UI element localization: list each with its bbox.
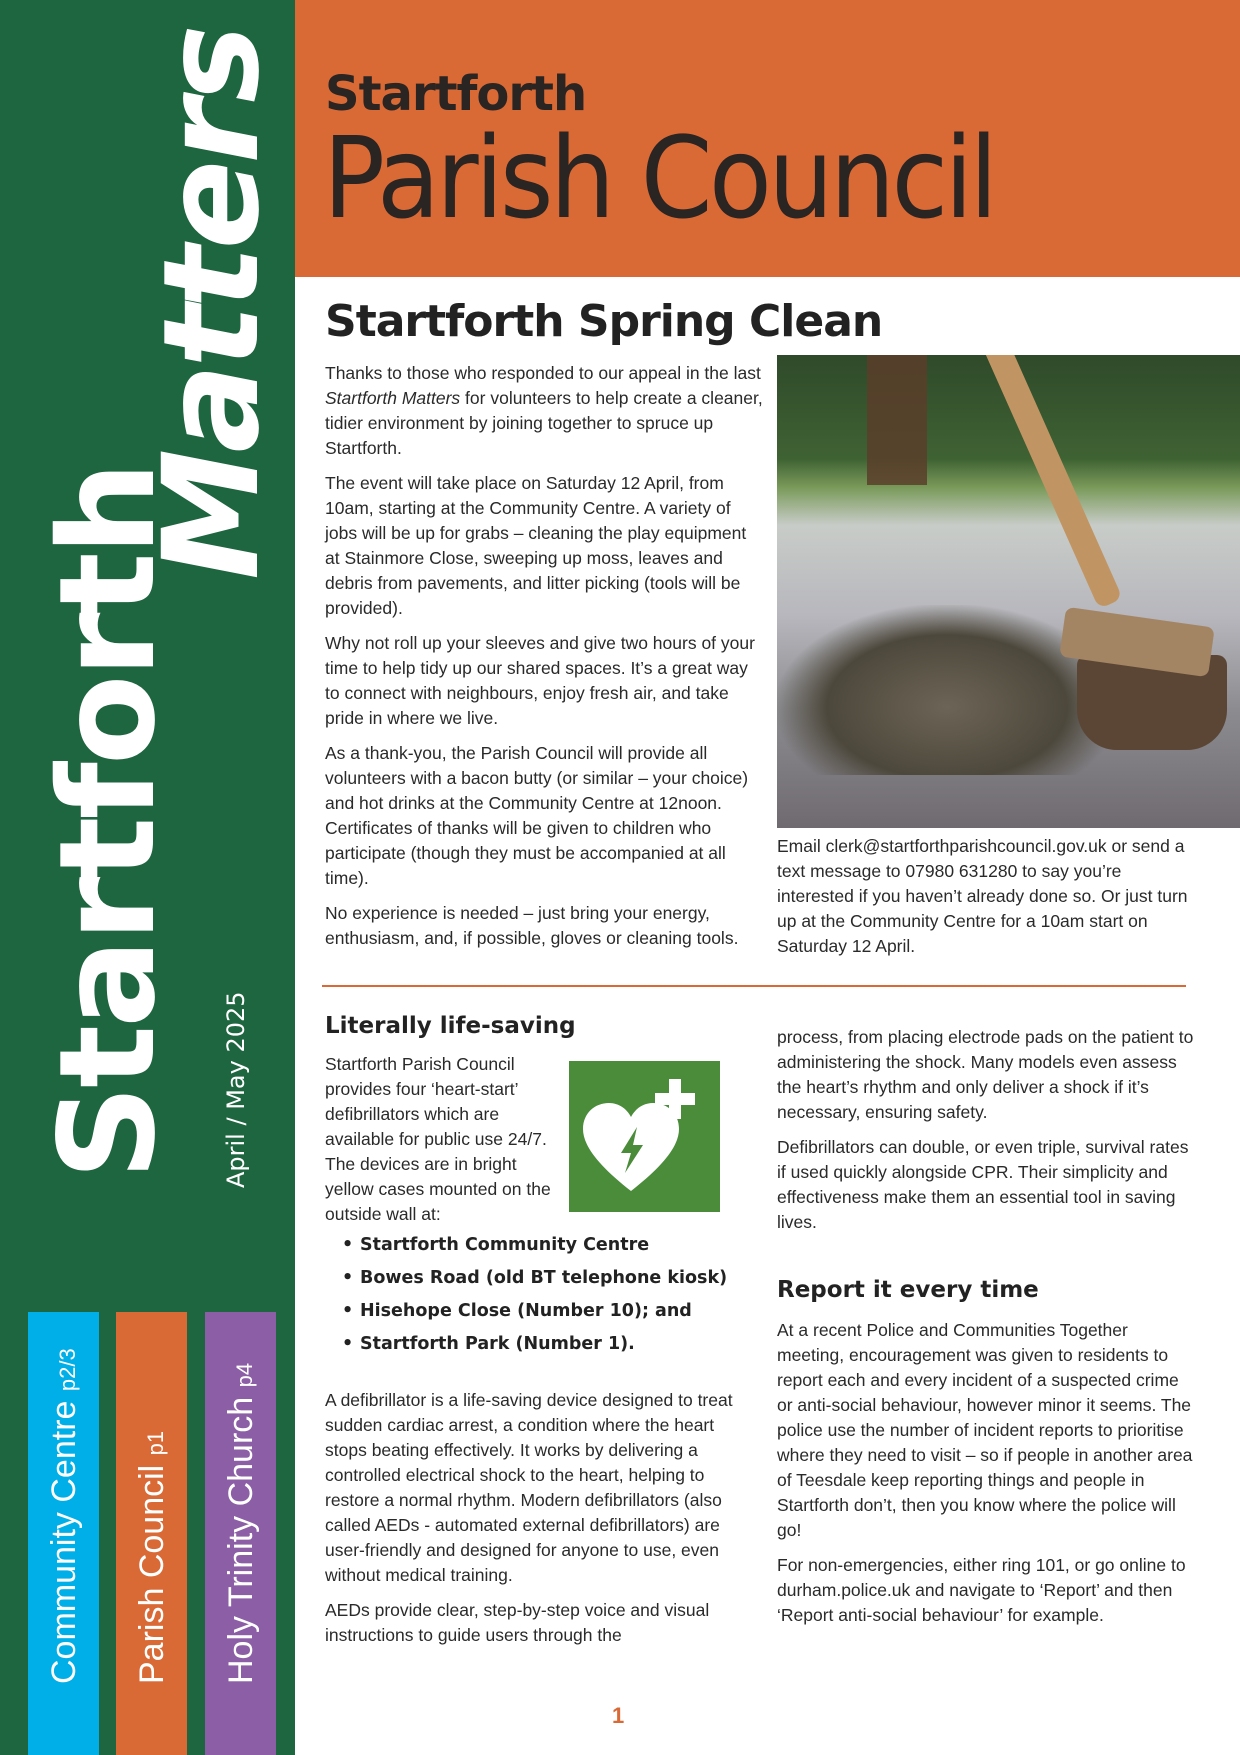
- aed-heart-icon: [569, 1061, 720, 1212]
- life-saving-continued: [777, 1025, 1197, 1245]
- spring-clean-contact: [777, 834, 1197, 969]
- paragraph: The event will take place on Saturday 12 April, from 10am, starting at the Community Centre. A variety of jobs will be up for grabs – cleaning the play equipment at Stainmore Close, sweeping up moss, leaves and debris from pavements, and litter picking (tools will be provided).: [325, 473, 747, 618]
- tab-page: p1: [143, 1430, 168, 1456]
- sidebar-masthead: [0, 0, 295, 1755]
- spring-clean-body: [325, 361, 765, 961]
- paragraph: Thanks to those who responded to our appeal in the last Startforth Matters for volunteers to help create a cleaner, tidier environment by joining together to spruce up Startforth.: [325, 363, 763, 458]
- spring-clean-heading: Startforth Spring Clean: [325, 296, 883, 347]
- issue-date: April / May 2025: [222, 991, 250, 1188]
- tab-holy-trinity-church[interactable]: [205, 1312, 276, 1755]
- photo-tree-trunk: [867, 355, 927, 485]
- list-item: • Hisehope Close (Number 10); and: [342, 1299, 732, 1324]
- paragraph: For non-emergencies, either ring 101, or go online to durham.police.uk and navigate to ‘Report’ and then ‘Report anti-social behaviour’ for example.: [777, 1555, 1186, 1625]
- masthead-matters: Matters: [135, 28, 289, 580]
- page-title: Parish Council: [323, 114, 995, 244]
- aed-location-list: [342, 1233, 732, 1365]
- paragraph: No experience is needed – just bring your energy, enthusiasm, and, if possible, gloves or cleaning tools.: [325, 903, 739, 948]
- life-saving-body: [325, 1388, 735, 1658]
- tab-page: p4: [232, 1362, 257, 1388]
- report-body: [777, 1318, 1197, 1638]
- tab-label: Holy Trinity Church: [222, 1396, 260, 1684]
- section-divider: [322, 985, 1186, 987]
- tab-parish-council[interactable]: [116, 1312, 187, 1755]
- paragraph: Startforth Parish Council provides four ‘heart-start’ defibrillators which are available for public use 24/7. The devices are in bright yellow cases mounted on the outside wall at:: [325, 1054, 551, 1224]
- list-item: • Startforth Park (Number 1).: [342, 1332, 732, 1357]
- report-heading: Report it every time: [777, 1277, 1039, 1303]
- header-kicker: Startforth: [325, 66, 587, 122]
- paragraph: As a thank-you, the Parish Council will provide all volunteers with a bacon butty (or similar – your choice) and hot drinks at the Community Centre at 12noon. Certificates of thanks will be given to children who participate (though they must be accompanied at all time).: [325, 743, 749, 888]
- life-saving-intro: [325, 1052, 565, 1237]
- page-header: [295, 0, 1240, 277]
- life-saving-heading: Literally life-saving: [325, 1013, 576, 1039]
- paragraph: AEDs provide clear, step-by-step voice and visual instructions to guide users through the: [325, 1600, 710, 1645]
- paragraph: A defibrillator is a life-saving device designed to treat sudden cardiac arrest, a condition where the heart stops beating effectively. It works by delivering a controlled electrical shock to the heart, helping to restore a normal rhythm. Modern defibrillators (also called AEDs - automated external defibrillators) are user-friendly and designed for anyone to use, even without medical training.: [325, 1390, 733, 1585]
- photo-broom-handle: [977, 355, 1123, 609]
- broom-leaves-photo: [777, 355, 1240, 828]
- tab-label: Community Centre: [45, 1400, 83, 1684]
- paragraph: Why not roll up your sleeves and give two hours of your time to help tidy up our shared spaces. It’s a great way to connect with neighbours, enjoy fresh air, and take pride in where we live.: [325, 633, 755, 728]
- paragraph: Defibrillators can double, or even triple, survival rates if used quickly alongside CPR. Their simplicity and effectiveness make them an essential tool in saving lives.: [777, 1137, 1189, 1232]
- contact-paragraph: Email clerk@startforthparishcouncil.gov.uk or send a text message to 07980 631280 to say you’re interested if you haven’t already done so. Or just turn up at the Community Centre for a 10am start on Saturday 12 April.: [777, 836, 1188, 956]
- masthead-startforth: Startforth: [31, 464, 185, 1180]
- tab-community-centre[interactable]: [28, 1312, 99, 1755]
- tab-page: p2/3: [55, 1348, 80, 1392]
- paragraph: At a recent Police and Communities Together meeting, encouragement was given to residents to report each and every incident of a suspected crime or anti-social behaviour, however minor it seems. The police use the number of incident reports to prioritise where they need to visit – so if people in another area of Teesdale keep reporting things and people in Startforth don’t, then you know where the police will go!: [777, 1320, 1193, 1540]
- list-item: • Startforth Community Centre: [342, 1233, 732, 1258]
- tab-label: Parish Council: [133, 1464, 171, 1684]
- paragraph: process, from placing electrode pads on the patient to administering the shock. Many models even assess the heart’s rhythm and only deliver a shock if it’s necessary, ensuring safety.: [777, 1027, 1194, 1122]
- page-number: 1: [612, 1703, 625, 1728]
- list-item: • Bowes Road (old BT telephone kiosk): [342, 1266, 732, 1291]
